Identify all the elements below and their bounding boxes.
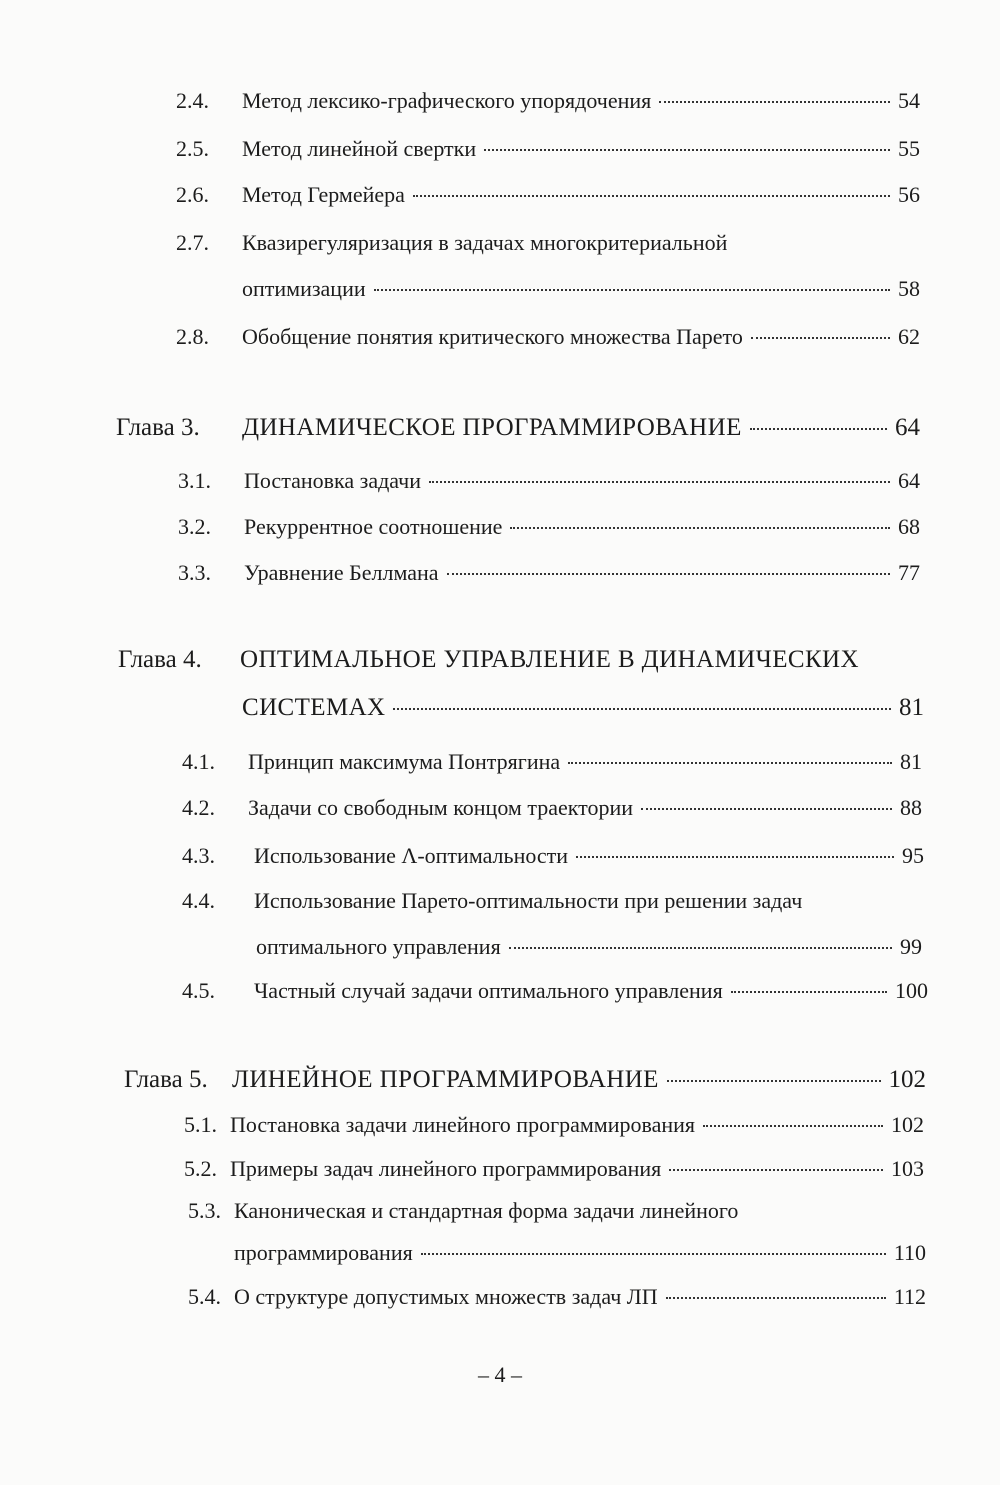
toc-entry-5-1	[184, 1112, 924, 1142]
toc-entry-4-1	[182, 749, 922, 779]
toc-entry-3-3	[178, 560, 920, 590]
section-title: Принцип максимума Понтрягина	[248, 749, 561, 774]
section-number: 5.2.	[184, 1156, 217, 1181]
page-number: 54	[898, 88, 920, 113]
page-number: 112	[893, 1284, 926, 1309]
chapter-label: Глава 5.	[124, 1066, 208, 1093]
toc-entry-4-4-continued	[256, 934, 922, 964]
toc-entry-2-4	[176, 88, 920, 118]
section-number: 5.3.	[188, 1198, 221, 1223]
dot-leader	[666, 1297, 886, 1299]
section-title: Квазирегуляризация в задачах многокритериальной	[242, 230, 728, 255]
section-title-continued: оптимизации	[242, 276, 366, 301]
chapter-title: ОПТИМАЛЬНОЕ УПРАВЛЕНИЕ В ДИНАМИЧЕСКИХ	[240, 646, 859, 673]
dot-leader	[393, 708, 891, 710]
section-number: 4.2.	[182, 795, 215, 820]
page-number: 102	[891, 1112, 924, 1137]
toc-chapter-5	[124, 1066, 926, 1100]
chapter-label: Глава 4.	[118, 646, 202, 673]
section-title-continued: оптимального управления	[256, 934, 501, 959]
section-number: 2.6.	[176, 182, 209, 207]
dot-leader	[659, 101, 890, 103]
section-number: 4.1.	[182, 749, 215, 774]
section-title: Метод лексико-графического упорядочения	[242, 88, 652, 113]
section-title: Обобщение понятия критического множества Парето	[242, 324, 743, 349]
toc-entry-2-6	[176, 182, 920, 212]
section-number: 3.3.	[178, 560, 211, 585]
section-title: Постановка задачи линейного программирования	[230, 1112, 696, 1137]
section-title-continued: программирования	[234, 1240, 413, 1265]
dot-leader	[641, 808, 892, 810]
section-title: Частный случай задачи оптимального управления	[254, 978, 723, 1003]
page-number: 68	[898, 514, 920, 539]
section-title: Уравнение Беллмана	[244, 560, 439, 585]
toc-entry-3-1	[178, 468, 920, 498]
section-number: 2.4.	[176, 88, 209, 113]
dot-leader	[703, 1125, 883, 1127]
section-number: 2.5.	[176, 136, 209, 161]
chapter-label: Глава 3.	[116, 414, 200, 441]
section-number: 4.5.	[182, 978, 215, 1003]
dot-leader	[484, 149, 890, 151]
section-title: Каноническая и стандартная форма задачи линейного	[234, 1198, 739, 1223]
page-number: 103	[891, 1156, 924, 1181]
page-number: 81	[899, 694, 924, 721]
page-number: 81	[900, 749, 922, 774]
page-number: 58	[898, 276, 920, 301]
page-number: 88	[900, 795, 922, 820]
chapter-title: ДИНАМИЧЕСКОЕ ПРОГРАММИРОВАНИЕ	[242, 414, 742, 441]
toc-entry-5-4	[188, 1284, 926, 1314]
section-title: Постановка задачи	[244, 468, 421, 493]
section-number: 3.1.	[178, 468, 211, 493]
toc-entry-4-5	[182, 978, 928, 1008]
toc-entry-3-2	[178, 514, 920, 544]
dot-leader	[576, 856, 894, 858]
dot-leader	[429, 481, 890, 483]
dot-leader	[447, 573, 890, 575]
dot-leader	[731, 991, 887, 993]
page-number: 95	[902, 843, 924, 868]
dot-leader	[510, 527, 890, 529]
section-title: Рекуррентное соотношение	[244, 514, 503, 539]
section-title: Использование Парето-оптимальности при решении задач	[254, 888, 803, 913]
section-title: Примеры задач линейного программирования	[230, 1156, 662, 1181]
page-number: 110	[893, 1240, 926, 1265]
section-number: 4.3.	[182, 843, 215, 868]
page-number: 100	[895, 978, 928, 1003]
dot-leader	[509, 947, 892, 949]
page-footer-number: – 4 –	[478, 1362, 522, 1387]
chapter-title: ЛИНЕЙНОЕ ПРОГРАММИРОВАНИЕ	[232, 1066, 659, 1093]
dot-leader	[669, 1169, 883, 1171]
page-number: 64	[895, 414, 920, 441]
toc-entry-5-2	[184, 1156, 924, 1186]
page-number: 56	[898, 182, 920, 207]
page-number: 77	[898, 560, 920, 585]
toc-entry-2-8	[176, 324, 920, 354]
toc-entry-4-4	[182, 888, 922, 918]
dot-leader	[750, 428, 887, 430]
section-number: 5.1.	[184, 1112, 217, 1137]
toc-chapter-4-continued	[242, 694, 924, 728]
section-number: 2.8.	[176, 324, 209, 349]
section-number: 4.4.	[182, 888, 215, 913]
section-title: Использование Λ-оптимальности	[254, 843, 569, 868]
toc-entry-2-5	[176, 136, 920, 166]
dot-leader	[568, 762, 892, 764]
toc-entry-4-3	[182, 843, 924, 873]
toc-entry-4-2	[182, 795, 922, 825]
dot-leader	[421, 1253, 886, 1255]
dot-leader	[751, 337, 890, 339]
page-number: 102	[888, 1066, 926, 1093]
toc-entry-5-3	[188, 1198, 924, 1228]
page-number: 62	[898, 324, 920, 349]
page-number: 99	[900, 934, 922, 959]
dot-leader	[667, 1080, 881, 1082]
section-number: 3.2.	[178, 514, 211, 539]
toc-chapter-4	[118, 646, 924, 680]
toc-chapter-3	[116, 414, 920, 448]
section-title: Задачи со свободным концом траектории	[248, 795, 633, 820]
toc-entry-2-7	[176, 230, 920, 260]
page-number: 64	[898, 468, 920, 493]
page-number: 55	[898, 136, 920, 161]
toc-entry-2-7-continued	[242, 276, 920, 306]
section-number: 2.7.	[176, 230, 209, 255]
dot-leader	[413, 195, 890, 197]
toc-entry-5-3-continued	[234, 1240, 926, 1270]
dot-leader	[374, 289, 890, 291]
section-number: 5.4.	[188, 1284, 221, 1309]
chapter-title-continued: СИСТЕМАХ	[242, 694, 386, 721]
section-title: Метод Гермейера	[242, 182, 405, 207]
section-title: Метод линейной свертки	[242, 136, 477, 161]
section-title: О структуре допустимых множеств задач ЛП	[234, 1284, 658, 1309]
